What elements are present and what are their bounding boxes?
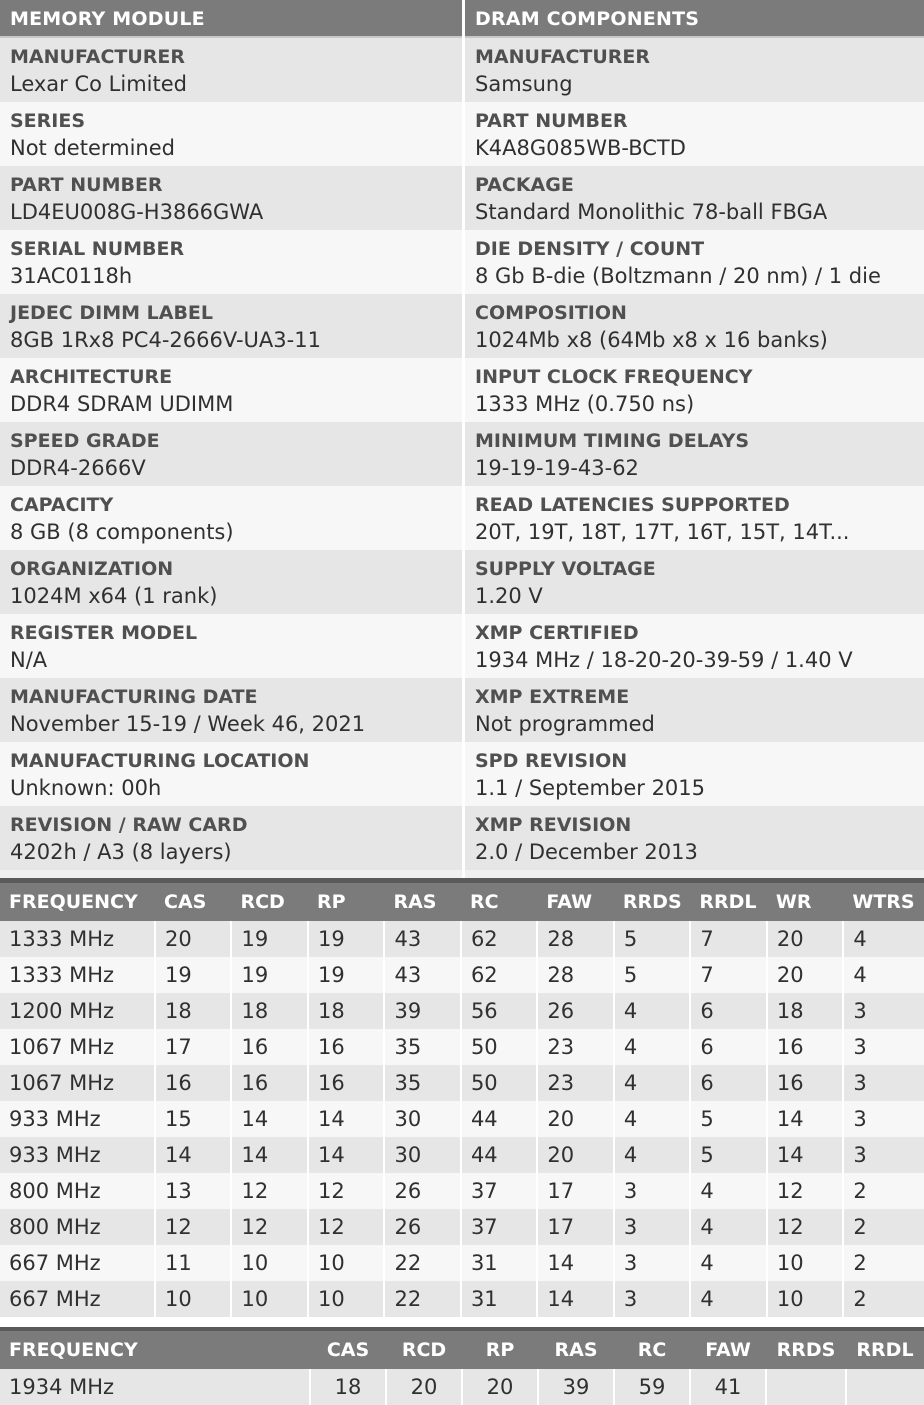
- cell-faw: 14: [537, 1281, 613, 1317]
- cell-rrdl: 4: [690, 1281, 766, 1317]
- column-header-rrds: RRDS: [614, 883, 690, 921]
- cell-wr: 10: [767, 1281, 843, 1317]
- cell-ras: 39: [384, 993, 460, 1029]
- cell-rcd: 12: [231, 1173, 307, 1209]
- dram-components-fields: [465, 38, 924, 870]
- cell-faw: 41: [690, 1369, 766, 1405]
- cell-wtrs: 4: [843, 957, 924, 993]
- cell-frequency: 1067 MHz: [0, 1029, 155, 1065]
- field-label: SUPPLY VOLTAGE: [475, 558, 656, 580]
- cell-wtrs: 4: [843, 921, 924, 957]
- cell-frequency: 1333 MHz: [0, 921, 155, 957]
- cell-rrds: 4: [614, 1137, 690, 1173]
- column-header-rp: RP: [308, 883, 384, 921]
- column-header-rc: RC: [614, 1331, 690, 1369]
- cell-rc: 37: [461, 1209, 537, 1245]
- field-xmp-extreme: [465, 678, 924, 742]
- memory-module-panel: [0, 0, 462, 878]
- cell-frequency: 1067 MHz: [0, 1065, 155, 1101]
- cell-rcd: 10: [231, 1245, 307, 1281]
- column-header-faw: FAW: [690, 1331, 766, 1369]
- cell-rc: 59: [614, 1369, 690, 1405]
- field-label: JEDEC DIMM LABEL: [10, 302, 214, 324]
- field-label: XMP CERTIFIED: [475, 622, 639, 644]
- cell-wtrs: 2: [843, 1281, 924, 1317]
- cell-rc: 44: [461, 1101, 537, 1137]
- cell-cas: 15: [155, 1101, 231, 1137]
- cell-rc: 50: [461, 1065, 537, 1101]
- field-value: 1.20 V: [475, 584, 543, 608]
- column-header-ras: RAS: [384, 883, 460, 921]
- field-speed-grade: [0, 422, 462, 486]
- field-jedec-dimm-label: [0, 294, 462, 358]
- field-value: 2.0 / December 2013: [475, 840, 698, 864]
- field-label: SPEED GRADE: [10, 430, 160, 452]
- table-row: [0, 1281, 924, 1317]
- cell-rp: 10: [308, 1281, 384, 1317]
- cell-wr: 20: [767, 921, 843, 957]
- cell-wtrs: 3: [843, 1029, 924, 1065]
- field-label: MINIMUM TIMING DELAYS: [475, 430, 750, 452]
- field-manufacturer: [465, 38, 924, 102]
- cell-rc: 50: [461, 1029, 537, 1065]
- field-part-number: [465, 102, 924, 166]
- field-value: Samsung: [475, 72, 573, 96]
- field-label: ARCHITECTURE: [10, 366, 173, 388]
- cell-cas: 18: [310, 1369, 386, 1405]
- cell-ras: 39: [538, 1369, 614, 1405]
- table-row: [0, 1209, 924, 1245]
- cell-rrdl: 4: [690, 1209, 766, 1245]
- field-value: 20T, 19T, 18T, 17T, 16T, 15T, 14T...: [475, 520, 850, 544]
- cell-faw: 23: [537, 1065, 613, 1101]
- cell-rrds: 3: [614, 1245, 690, 1281]
- field-minimum-timing-delays: [465, 422, 924, 486]
- cell-cas: 20: [155, 921, 231, 957]
- field-label: MANUFACTURER: [475, 46, 651, 68]
- field-label: COMPOSITION: [475, 302, 627, 324]
- cell-ras: 43: [384, 921, 460, 957]
- xmp-timing-table: [0, 1331, 924, 1405]
- cell-wtrs: 3: [843, 1101, 924, 1137]
- column-header-ras: RAS: [538, 1331, 614, 1369]
- xmp-rows: [0, 1369, 924, 1405]
- cell-rrds: 4: [614, 1101, 690, 1137]
- column-header-rp: RP: [462, 1331, 538, 1369]
- cell-faw: 20: [537, 1137, 613, 1173]
- column-header-frequency: FREQUENCY: [0, 1331, 310, 1369]
- cell-rrdl: 5: [690, 1101, 766, 1137]
- field-label: REGISTER MODEL: [10, 622, 198, 644]
- cell-cas: 19: [155, 957, 231, 993]
- cell-cas: 17: [155, 1029, 231, 1065]
- field-value: K4A8G085WB-BCTD: [475, 136, 686, 160]
- timing-rows: [0, 921, 924, 1317]
- cell-rc: 37: [461, 1173, 537, 1209]
- cell-rcd: 20: [386, 1369, 462, 1405]
- field-xmp-certified: [465, 614, 924, 678]
- field-register-model: [0, 614, 462, 678]
- cell-rrds: 5: [614, 957, 690, 993]
- cell-rrdl: [846, 1369, 924, 1405]
- field-label: SPD REVISION: [475, 750, 628, 772]
- cell-faw: 14: [537, 1245, 613, 1281]
- cell-wr: 18: [767, 993, 843, 1029]
- field-supply-voltage: [465, 550, 924, 614]
- column-header-rcd: RCD: [386, 1331, 462, 1369]
- cell-rrdl: 4: [690, 1173, 766, 1209]
- cell-rc: 62: [461, 957, 537, 993]
- cell-wtrs: 2: [843, 1209, 924, 1245]
- field-value: Standard Monolithic 78-ball FBGA: [475, 200, 828, 224]
- cell-ras: 35: [384, 1029, 460, 1065]
- cell-ras: 30: [384, 1137, 460, 1173]
- cell-wr: 20: [767, 957, 843, 993]
- cell-faw: 23: [537, 1029, 613, 1065]
- cell-wr: 16: [767, 1029, 843, 1065]
- cell-frequency: 800 MHz: [0, 1209, 155, 1245]
- cell-wr: 14: [767, 1137, 843, 1173]
- cell-rp: 19: [308, 957, 384, 993]
- cell-ras: 35: [384, 1065, 460, 1101]
- table-row: [0, 1245, 924, 1281]
- cell-rrds: 5: [614, 921, 690, 957]
- cell-cas: 12: [155, 1209, 231, 1245]
- cell-rp: 16: [308, 1029, 384, 1065]
- cell-rc: 62: [461, 921, 537, 957]
- field-value: 1024Mb x8 (64Mb x8 x 16 banks): [475, 328, 828, 352]
- field-value: 1.1 / September 2015: [475, 776, 706, 800]
- timing-header-row: [0, 883, 924, 921]
- table-row: [0, 957, 924, 993]
- cell-wr: 14: [767, 1101, 843, 1137]
- field-serial-number: [0, 230, 462, 294]
- field-capacity: [0, 486, 462, 550]
- field-value: 1934 MHz / 18-20-20-39-59 / 1.40 V: [475, 648, 853, 672]
- cell-rrdl: 6: [690, 1065, 766, 1101]
- table-row: [0, 993, 924, 1029]
- xmp-header-row: [0, 1331, 924, 1369]
- field-value: Unknown: 00h: [10, 776, 162, 800]
- cell-frequency: 1333 MHz: [0, 957, 155, 993]
- field-label: PART NUMBER: [475, 110, 628, 132]
- table-row: [0, 1029, 924, 1065]
- cell-faw: 17: [537, 1173, 613, 1209]
- memory-module-header: MEMORY MODULE: [0, 0, 462, 38]
- column-header-wr: WR: [767, 883, 843, 921]
- column-header-frequency: FREQUENCY: [0, 883, 155, 921]
- field-value: LD4EU008G-H3866GWA: [10, 200, 264, 224]
- cell-rrds: 3: [614, 1209, 690, 1245]
- cell-rcd: 10: [231, 1281, 307, 1317]
- cell-rp: 14: [308, 1137, 384, 1173]
- field-label: CAPACITY: [10, 494, 114, 516]
- cell-rp: 16: [308, 1065, 384, 1101]
- field-value: 8 GB (8 components): [10, 520, 234, 544]
- field-label: ORGANIZATION: [10, 558, 174, 580]
- memory-module-fields: [0, 38, 462, 870]
- cell-wtrs: 3: [843, 993, 924, 1029]
- field-label: REVISION / RAW CARD: [10, 814, 248, 836]
- cell-rcd: 16: [231, 1065, 307, 1101]
- cell-frequency: 667 MHz: [0, 1245, 155, 1281]
- cell-cas: 18: [155, 993, 231, 1029]
- field-composition: [465, 294, 924, 358]
- cell-cas: 11: [155, 1245, 231, 1281]
- cell-ras: 26: [384, 1173, 460, 1209]
- column-header-cas: CAS: [155, 883, 231, 921]
- cell-rc: 56: [461, 993, 537, 1029]
- table-row: [0, 1173, 924, 1209]
- cell-ras: 26: [384, 1209, 460, 1245]
- cell-rrds: 3: [614, 1173, 690, 1209]
- column-header-rrdl: RRDL: [690, 883, 766, 921]
- cell-rrdl: 6: [690, 1029, 766, 1065]
- cell-faw: 28: [537, 957, 613, 993]
- cell-rc: 44: [461, 1137, 537, 1173]
- cell-frequency: 1934 MHz: [0, 1369, 310, 1405]
- cell-wr: 12: [767, 1209, 843, 1245]
- table-row: [0, 1369, 924, 1405]
- cell-wr: 10: [767, 1245, 843, 1281]
- cell-rcd: 14: [231, 1101, 307, 1137]
- cell-wtrs: 3: [843, 1137, 924, 1173]
- cell-frequency: 933 MHz: [0, 1101, 155, 1137]
- field-value: Not programmed: [475, 712, 655, 736]
- cell-frequency: 1200 MHz: [0, 993, 155, 1029]
- field-value: Not determined: [10, 136, 175, 160]
- table-row: [0, 1137, 924, 1173]
- field-label: MANUFACTURER: [10, 46, 186, 68]
- cell-wtrs: 2: [843, 1245, 924, 1281]
- cell-frequency: 667 MHz: [0, 1281, 155, 1317]
- dram-components-header: DRAM COMPONENTS: [465, 0, 924, 38]
- cell-frequency: 933 MHz: [0, 1137, 155, 1173]
- field-series: [0, 102, 462, 166]
- cell-rcd: 18: [231, 993, 307, 1029]
- field-read-latencies: [465, 486, 924, 550]
- field-value: 1024M x64 (1 rank): [10, 584, 218, 608]
- cell-cas: 10: [155, 1281, 231, 1317]
- field-organization: [0, 550, 462, 614]
- cell-rcd: 14: [231, 1137, 307, 1173]
- cell-rrds: 4: [614, 1029, 690, 1065]
- field-manufacturing-date: [0, 678, 462, 742]
- field-value: 4202h / A3 (8 layers): [10, 840, 232, 864]
- field-revision-raw-card: [0, 806, 462, 870]
- cell-cas: 14: [155, 1137, 231, 1173]
- field-value: 31AC0118h: [10, 264, 133, 288]
- field-label: MANUFACTURING DATE: [10, 686, 258, 708]
- field-manufacturing-location: [0, 742, 462, 806]
- column-header-cas: CAS: [310, 1331, 386, 1369]
- cell-wr: 12: [767, 1173, 843, 1209]
- cell-rrds: 3: [614, 1281, 690, 1317]
- table-row: [0, 921, 924, 957]
- cell-cas: 16: [155, 1065, 231, 1101]
- cell-rp: 12: [308, 1173, 384, 1209]
- column-header-rcd: RCD: [231, 883, 307, 921]
- field-label: SERIES: [10, 110, 86, 132]
- section-gap: [0, 1317, 924, 1327]
- field-architecture: [0, 358, 462, 422]
- cell-rcd: 12: [231, 1209, 307, 1245]
- cell-rrds: 4: [614, 993, 690, 1029]
- cell-rrdl: 5: [690, 1137, 766, 1173]
- field-package: [465, 166, 924, 230]
- field-value: November 15-19 / Week 46, 2021: [10, 712, 366, 736]
- column-header-rrdl: RRDL: [846, 1331, 924, 1369]
- field-value: 8 Gb B-die (Boltzmann / 20 nm) / 1 die: [475, 264, 881, 288]
- cell-faw: 20: [537, 1101, 613, 1137]
- column-header-faw: FAW: [537, 883, 613, 921]
- field-label: XMP EXTREME: [475, 686, 630, 708]
- cell-wtrs: 2: [843, 1173, 924, 1209]
- field-label: INPUT CLOCK FREQUENCY: [475, 366, 753, 388]
- table-row: [0, 1065, 924, 1101]
- field-label: READ LATENCIES SUPPORTED: [475, 494, 790, 516]
- cell-rc: 31: [461, 1245, 537, 1281]
- field-value: Lexar Co Limited: [10, 72, 187, 96]
- cell-rc: 31: [461, 1281, 537, 1317]
- field-value: 1333 MHz (0.750 ns): [475, 392, 695, 416]
- field-label: SERIAL NUMBER: [10, 238, 185, 260]
- field-value: DDR4 SDRAM UDIMM: [10, 392, 234, 416]
- cell-rp: 18: [308, 993, 384, 1029]
- field-value: DDR4-2666V: [10, 456, 146, 480]
- cell-wtrs: 3: [843, 1065, 924, 1101]
- cell-rcd: 19: [231, 957, 307, 993]
- field-die-density: [465, 230, 924, 294]
- cell-frequency: 800 MHz: [0, 1173, 155, 1209]
- cell-faw: 28: [537, 921, 613, 957]
- cell-ras: 30: [384, 1101, 460, 1137]
- field-input-clock-frequency: [465, 358, 924, 422]
- cell-rrds: [766, 1369, 846, 1405]
- cell-rrdl: 7: [690, 957, 766, 993]
- field-label: MANUFACTURING LOCATION: [10, 750, 310, 772]
- cell-rp: 12: [308, 1209, 384, 1245]
- table-row: [0, 1101, 924, 1137]
- cell-rp: 20: [462, 1369, 538, 1405]
- cell-rp: 19: [308, 921, 384, 957]
- jedec-timing-table: [0, 883, 924, 1317]
- field-value: N/A: [10, 648, 48, 672]
- cell-ras: 43: [384, 957, 460, 993]
- field-xmp-revision: [465, 806, 924, 870]
- cell-faw: 26: [537, 993, 613, 1029]
- cell-rrds: 4: [614, 1065, 690, 1101]
- cell-rp: 10: [308, 1245, 384, 1281]
- cell-rp: 14: [308, 1101, 384, 1137]
- dram-components-panel: [462, 0, 924, 878]
- field-manufacturer: [0, 38, 462, 102]
- cell-rrdl: 4: [690, 1245, 766, 1281]
- field-value: 8GB 1Rx8 PC4-2666V-UA3-11: [10, 328, 321, 352]
- field-label: PART NUMBER: [10, 174, 163, 196]
- field-value: 19-19-19-43-62: [475, 456, 639, 480]
- cell-cas: 13: [155, 1173, 231, 1209]
- cell-wr: 16: [767, 1065, 843, 1101]
- cell-ras: 22: [384, 1245, 460, 1281]
- field-label: DIE DENSITY / COUNT: [475, 238, 705, 260]
- column-header-rrds: RRDS: [766, 1331, 846, 1369]
- column-header-rc: RC: [461, 883, 537, 921]
- cell-rcd: 19: [231, 921, 307, 957]
- field-label: PACKAGE: [475, 174, 574, 196]
- field-spd-revision: [465, 742, 924, 806]
- field-part-number: [0, 166, 462, 230]
- column-header-wtrs: WTRS: [843, 883, 924, 921]
- cell-rcd: 16: [231, 1029, 307, 1065]
- cell-rrdl: 7: [690, 921, 766, 957]
- field-label: XMP REVISION: [475, 814, 632, 836]
- cell-ras: 22: [384, 1281, 460, 1317]
- cell-faw: 17: [537, 1209, 613, 1245]
- cell-rrdl: 6: [690, 993, 766, 1029]
